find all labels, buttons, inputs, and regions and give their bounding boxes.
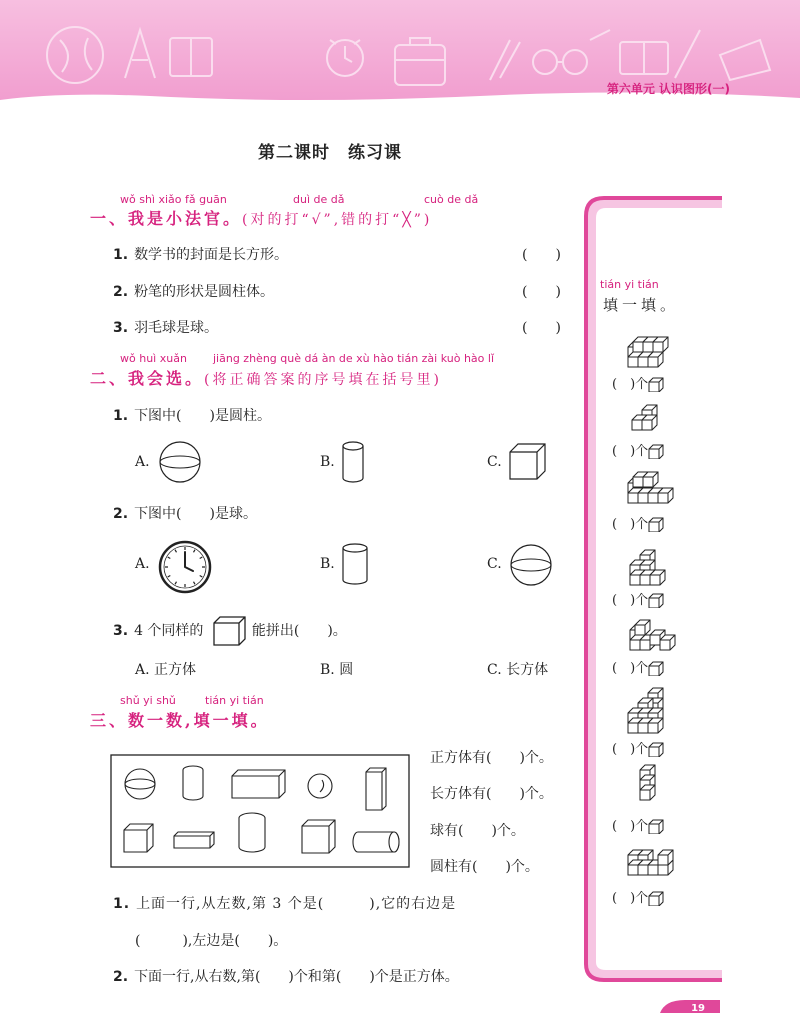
section1-pinyin-1: wǒ shì xiǎo fǎ guān — [120, 193, 227, 206]
sidebar-answer-text: ( )个 — [612, 444, 649, 459]
section3-title: 三、数一数,填一填。 — [90, 711, 270, 730]
s2-q1-option-c[interactable]: C. — [487, 454, 502, 470]
section2-pinyin-2: jiāng zhèng què dá àn de xù hào tián zài kuò hào lǐ — [213, 352, 495, 365]
section3-pinyin-2: tián yi tián — [205, 694, 264, 707]
page-number: 19 — [691, 1003, 705, 1014]
small-cube-icon — [648, 661, 664, 676]
sidebar-answer-text: ( )个 — [612, 891, 649, 906]
sidebar-answer-text: ( )个 — [612, 517, 649, 532]
sidebar-answer-2[interactable] — [612, 440, 664, 459]
sidebar-answer-text: ( )个 — [612, 661, 649, 676]
sidebar-answer-7[interactable] — [612, 815, 664, 834]
count-cube: 正方体有( )个。 — [430, 750, 553, 766]
s2-q2: 2. 下图中( )是球。 — [113, 506, 257, 522]
sidebar-answer-text: ( )个 — [612, 593, 649, 608]
section2-instruction: (将正确答案的序号填在括号里) — [204, 372, 442, 388]
s3-q1-line2: ( ),左边是( )。 — [135, 933, 288, 949]
section1-instruction: (对的打“√”,错的打“╳”) — [242, 212, 433, 228]
sidebar-answer-8[interactable] — [612, 887, 664, 906]
s1-item-1: 1. 数学书的封面是长方形。 — [113, 247, 289, 263]
small-cube-icon — [648, 742, 664, 757]
s2-q2-option-a[interactable]: A. — [135, 556, 150, 572]
s2-q3-option-a[interactable]: A. 正方体 — [135, 662, 197, 678]
s3-q1-line1: 1. 上面一行,从左数,第 3 个是( ),它的右边是 — [113, 896, 457, 912]
sidebar-answer-text: ( )个 — [612, 819, 649, 834]
cylinder-figure-2 — [340, 542, 370, 588]
cube-figure — [508, 442, 548, 482]
small-cube-icon — [648, 444, 664, 459]
lesson-title: 第二课时 练习课 — [258, 143, 402, 163]
s3-q2: 2. 下面一行,从右数,第( )个和第( )个是正方体。 — [113, 969, 459, 985]
sidebar-answer-text: ( )个 — [612, 742, 649, 757]
sidebar-answer-1[interactable] — [612, 373, 664, 392]
s1-answer-1[interactable]: ( ) — [522, 247, 561, 263]
s2-q3-option-c[interactable]: C. 长方体 — [487, 662, 549, 678]
s2-q1-option-a[interactable]: A. — [135, 454, 150, 470]
count-cylinder: 圆柱有( )个。 — [430, 859, 539, 875]
s2-q1: 1. 下图中( )是圆柱。 — [113, 408, 271, 424]
small-cube-icon — [648, 819, 664, 834]
sidebar-answer-4[interactable] — [612, 589, 664, 608]
sidebar-answer-6[interactable] — [612, 738, 664, 757]
s1-item-2: 2. 粉笔的形状是圆柱体。 — [113, 284, 275, 300]
s2-q2-option-c[interactable]: C. — [487, 556, 502, 572]
section1-pinyin-3: cuò de dǎ — [424, 193, 479, 206]
shapes-box — [110, 754, 410, 868]
small-cube-icon — [648, 593, 664, 608]
section1-heading — [90, 206, 432, 229]
s1-answer-3[interactable]: ( ) — [522, 320, 561, 336]
cylinder-figure — [340, 440, 366, 486]
sidebar-pinyin: tián yi tián — [600, 278, 659, 291]
small-cube-icon — [648, 517, 664, 532]
sidebar-title: 填一填。 — [603, 296, 680, 314]
sidebar-answer-3[interactable] — [612, 513, 664, 532]
section1-title: 一、我是小法官。 — [90, 209, 243, 228]
s1-answer-2[interactable]: ( ) — [522, 284, 561, 300]
sidebar-answer-text: ( )个 — [612, 377, 649, 392]
sphere-figure-2 — [508, 542, 554, 588]
section2-pinyin-1: wǒ huì xuǎn — [120, 352, 187, 365]
clock-icon — [158, 540, 212, 594]
s2-q3: 3. 4 个同样的 能拼出( )。 — [113, 615, 347, 647]
section2-title: 二、我会选。 — [90, 369, 205, 388]
sidebar-answer-5[interactable] — [612, 657, 664, 676]
page-number-badge — [660, 1000, 720, 1013]
section2-heading — [90, 366, 442, 389]
count-sphere: 球有( )个。 — [430, 823, 525, 839]
small-cube-icon — [212, 615, 248, 647]
sphere-figure — [158, 440, 204, 486]
s2-q3-option-b[interactable]: B. 圆 — [320, 662, 354, 678]
small-cube-icon — [648, 891, 664, 906]
small-cube-icon — [648, 377, 664, 392]
s2-q1-option-b[interactable]: B. — [320, 454, 335, 470]
section1-pinyin-2: duì de dǎ — [293, 193, 345, 206]
unit-label: 第六单元 认识图形(一) — [606, 82, 730, 96]
section3-pinyin-1: shǔ yi shǔ — [120, 694, 176, 707]
count-cuboid: 长方体有( )个。 — [430, 786, 553, 802]
s1-item-3: 3. 羽毛球是球。 — [113, 320, 219, 336]
s2-q2-option-b[interactable]: B. — [320, 556, 335, 572]
